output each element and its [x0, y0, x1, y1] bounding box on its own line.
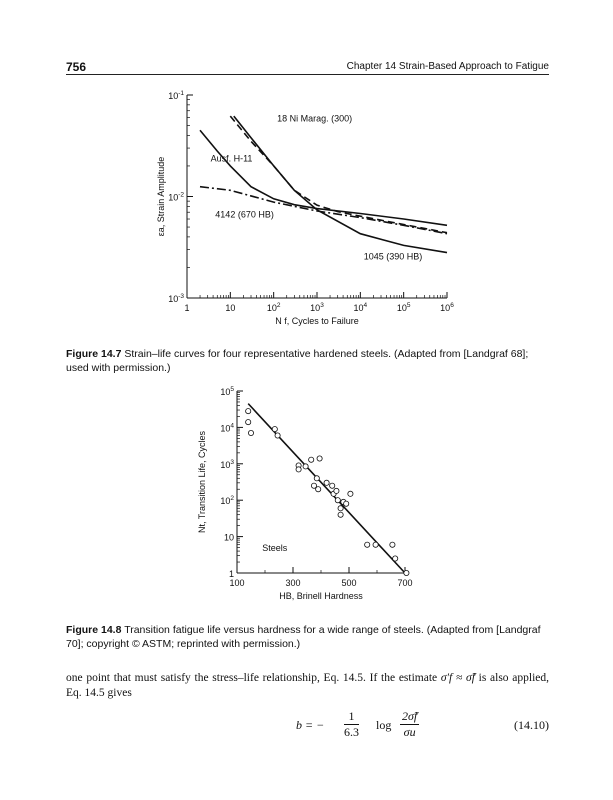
x-tick-label: $10^4$ — [353, 302, 368, 313]
fig2-data-point — [309, 457, 314, 462]
fig2-x-tick-label: 500 — [341, 578, 357, 588]
series-line-4 — [234, 116, 447, 253]
fig2-data-point — [393, 556, 398, 561]
fig2-data-point — [373, 542, 378, 547]
x-axis-title: N f, Cycles to Failure — [275, 316, 359, 326]
fig2-y-tick-label: $10^4$ — [220, 422, 234, 434]
fig2-data-point — [246, 409, 251, 414]
fraction-1-numerator: 1 — [344, 709, 359, 725]
page-number: 756 — [66, 60, 87, 74]
x-tick-label: $10^2$ — [266, 302, 281, 313]
equation-log: log — [376, 718, 392, 732]
fig2-data-point — [316, 487, 321, 492]
fig2-y-tick-label: $10^5$ — [220, 386, 234, 397]
figure-14-8-text: Transition fatigue life versus hardness for a wide range of steels. (Adapted from [Landgraf 70]; copyright © ASTM; reprinted with permission.) — [66, 624, 541, 650]
x-tick-label: 1 — [184, 303, 190, 313]
x-tick-label: $10^5$ — [396, 302, 411, 313]
fig2-x-axis-title: HB, Brinell Hardness — [279, 591, 363, 601]
fig2-y-tick-label: 10 — [223, 532, 234, 543]
y-axis-title: εa, Strain Amplitude — [156, 156, 166, 237]
curve-label-1: 18 Ni Marag. (300) — [277, 113, 353, 124]
fig2-y-tick-label: 1 — [228, 569, 234, 579]
fig2-data-point — [404, 570, 409, 575]
x-tick-label: $10^6$ — [440, 302, 454, 313]
equation-fraction-1 — [344, 709, 359, 740]
paragraph-text-2: is also applied, Eq. 14.5 gives — [66, 672, 550, 699]
fig2-x-tick-label: 300 — [285, 578, 301, 588]
equation-lhs: b = − — [296, 718, 325, 732]
figure-14-7-label: Figure 14.7 — [66, 348, 122, 360]
fig2-data-point — [338, 512, 343, 517]
fig2-y-tick-label: $10^2$ — [220, 495, 234, 507]
equation-14-10 — [66, 708, 549, 744]
fig2-data-point — [248, 430, 253, 435]
equation-fraction-2 — [400, 709, 419, 740]
y-tick-label: $10^{-3}$ — [168, 293, 184, 304]
equation-number: (14.10) — [514, 718, 549, 732]
fig2-data-point — [275, 433, 280, 438]
fig2-data-point — [314, 476, 319, 481]
figure-14-8-label: Figure 14.8 — [66, 624, 122, 636]
fig2-y-axis-title: Nt, Transition Life, Cycles — [197, 430, 207, 534]
x-tick-label: $10^3$ — [310, 302, 324, 313]
fig2-data-point — [246, 420, 251, 425]
paragraph-text-1: one point that must satisfy the stress–life relationship, Eq. 14.5. If the estimate — [66, 672, 441, 684]
curve-label-3: 4142 (670 HB) — [215, 209, 274, 220]
figure-14-7-caption — [66, 347, 549, 375]
figure-14-7-text: Strain–life curves for four representative hardened steels. (Adapted from [Landgraf 68]; used with permission.) — [66, 348, 529, 374]
fig2-data-point — [334, 488, 339, 493]
fig2-data-point — [330, 483, 335, 488]
body-paragraph — [66, 671, 549, 701]
fraction-2-denominator: σu — [403, 725, 416, 739]
fraction-1-denominator: 6.3 — [344, 725, 359, 739]
fig2-data-point — [338, 506, 343, 511]
fig2-x-tick-label: 700 — [397, 578, 413, 588]
estimate-expression: σ′f ≈ σ̃f — [440, 672, 475, 684]
curve-label-2: Ausf. H-11 — [210, 153, 253, 164]
fig2-data-point — [335, 498, 340, 503]
fig2-data-point — [303, 464, 308, 469]
fig2-data-point — [344, 501, 349, 506]
fig2-data-point — [365, 542, 370, 547]
y-tick-label: $10^{-2}$ — [168, 191, 184, 203]
fig2-data-point — [296, 467, 301, 472]
fig2-data-point — [272, 427, 277, 432]
fig2-annotation: Steels — [262, 543, 288, 554]
curve-label-4: 1045 (390 HB) — [363, 251, 423, 262]
fig2-data-point — [390, 542, 395, 547]
fig2-y-tick-label: $10^3$ — [220, 458, 234, 470]
fig2-x-tick-label: 100 — [229, 578, 245, 588]
running-head: Chapter 14 Strain-Based Approach to Fatigue — [346, 61, 549, 72]
fig2-data-point — [348, 491, 353, 496]
fraction-2-numerator: 2σ̃f — [402, 709, 418, 723]
figure-14-8-caption — [66, 623, 549, 651]
fig2-data-point — [317, 456, 322, 461]
x-tick-label: 10 — [225, 303, 236, 313]
fig2-data-point — [324, 480, 329, 485]
y-tick-label: $10^{-1}$ — [168, 90, 184, 101]
